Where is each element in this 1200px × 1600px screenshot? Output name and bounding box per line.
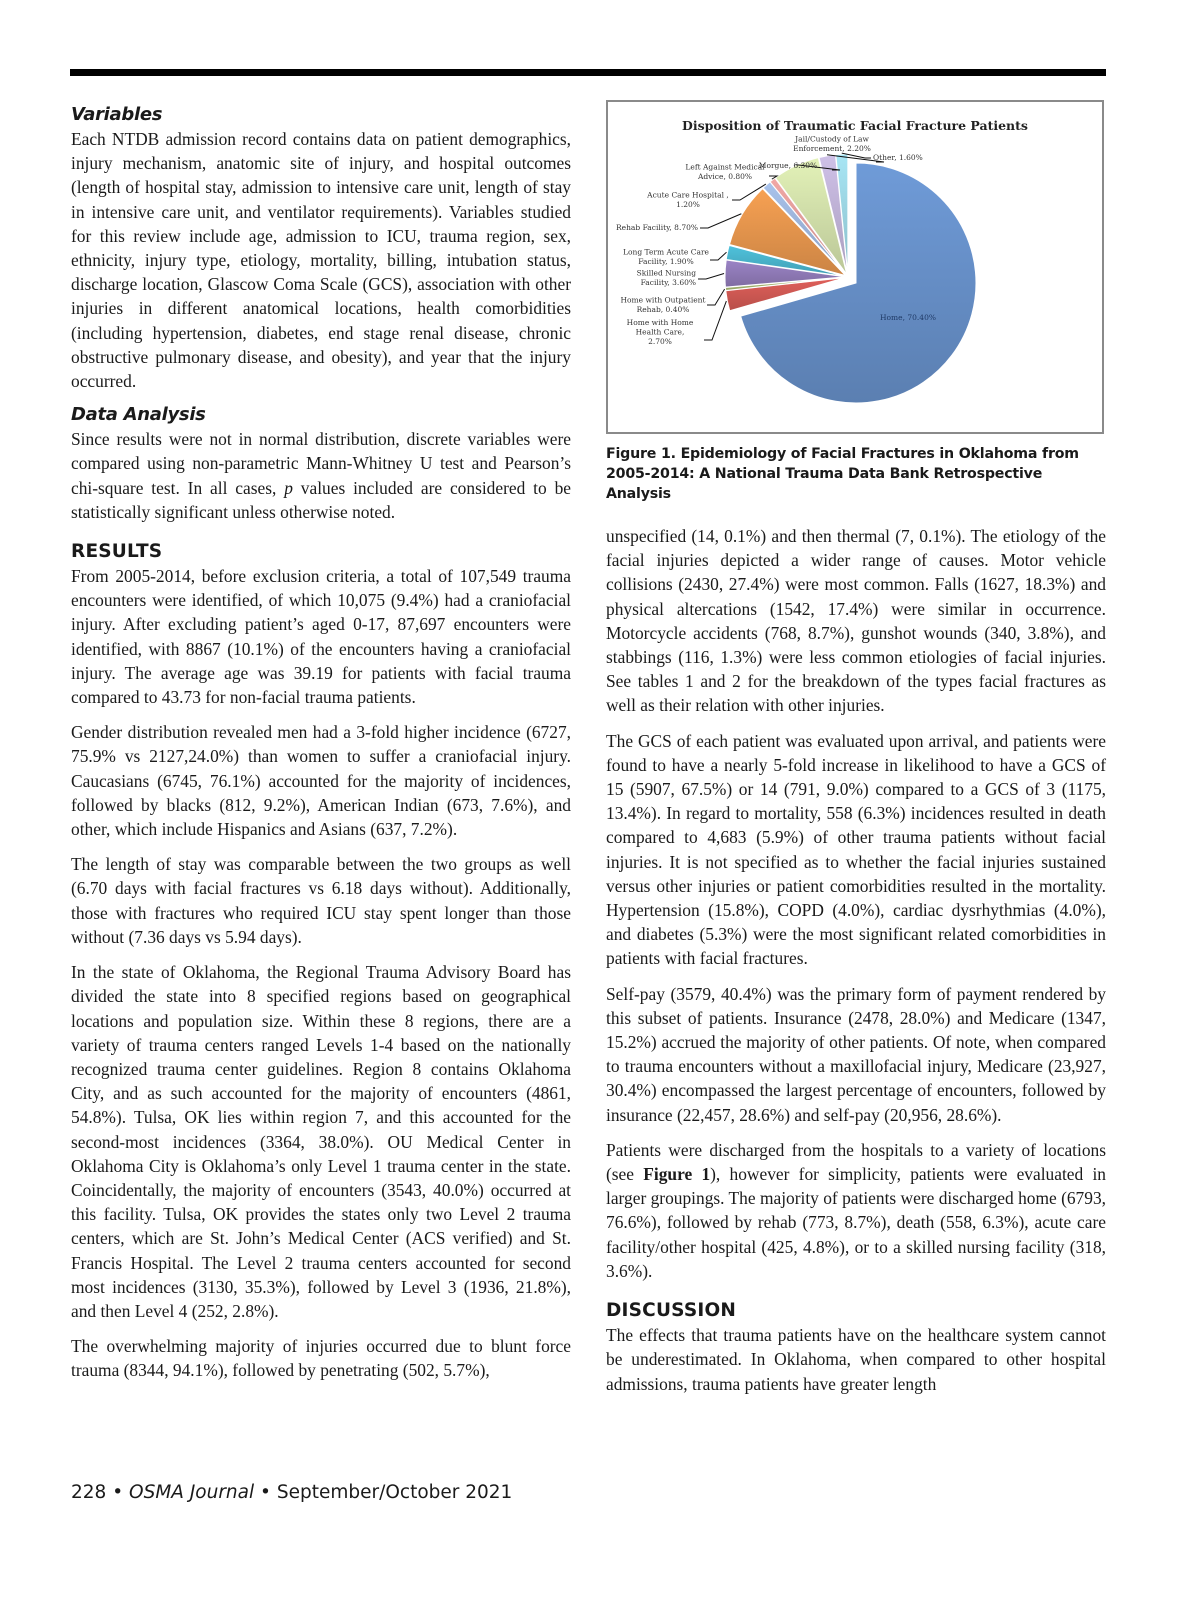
footer-separator: • (260, 1482, 271, 1503)
discussion-paragraph: The effects that trauma patients have on the healthcare system cannot be underestimated. In Oklahoma, when compared to other hospital admissions, trauma patients have greater length (606, 1325, 1106, 1394)
data-label-morgue: Morgue, 6.30% (758, 161, 818, 170)
pie-slices (725, 154, 976, 403)
figure-caption: Figure 1. Epidemiology of Facial Fractures in Oklahoma from 2005-2014: A National Trauma Data Bank Retrospective Analysis (606, 446, 1079, 502)
page-footer (71, 1482, 512, 1503)
results-paragraph: From 2005-2014, before exclusion criteria, a total of 107,549 trauma encounters were identified, of which 10,075 (9.4%) had a craniofacial injury. After excluding patient’s aged 0-17, 87,697 encounters were identified, with 8867 (10.1%) of the encounters having a craniofacial injury. The average age was 39.19 for patients with facial trauma compared to 43.73 for non-facial trauma patients. (71, 566, 571, 708)
results-paragraph-right: unspecified (14, 0.1%) and then thermal (7, 0.1%). The etiology of the facial injuries depicted a wider range of causes. Motor vehicle collisions (2430, 27.4%) were most common. Falls (1627, 18.3%) and physical altercations (1542, 17.4%) were similar in occurrence. Motorcycle accidents (768, 8.7%), gunshot wounds (340, 3.8%), and stabbings (116, 1.3%) were less common etiologies of facial injuries. See tables 1 and 2 for the breakdown of the types facial fractures as well as their relation with other injuries. (606, 526, 1106, 716)
journal-name: OSMA Journal (129, 1482, 255, 1503)
footer-separator: • (112, 1482, 124, 1503)
data-analysis-paragraph (71, 427, 571, 524)
leader-line-long-term-acute-care-facility (710, 252, 727, 260)
page-number: 228 (71, 1482, 107, 1503)
leader-line-skilled-nursing-facility (698, 273, 724, 279)
issue-date: September/October 2021 (276, 1482, 513, 1503)
data-label-jail-custody-of-law-enforcement: Jail/Custody of Law Enforcement, 2.20% (793, 134, 871, 153)
results-paragraph: In the state of Oklahoma, the Regional Trauma Advisory Board has divided the state into 8 specified regions based on geographical locations and population size. Within these 8 regions, there are a variety of trauma centers ranged Levels 1-4 based on the nationally recognized trauma center guidelines. Region 8 contains Oklahoma City, and as such accounted for the majority of encounters (4861, 54.8%). Tulsa, OK lies within region 7, and this accounted for the second-most incidences (3364, 38.0%). OU Medical Center in Oklahoma City is Oklahoma’s only Level 1 trauma center in the state. Coincidentally, the majority of encounters (3543, 40.0%) occurred at this facility. Tulsa, OK provides the states only two Level 2 trauma centers, which are St. John’s Medical Center (ACS verified) and St. Francis Hospital. The Level 2 trauma centers accounted for second most incidences (3130, 35.3%), followed by Level 3 (1936, 21.8%), and then Level 4 (252, 2.8%). (71, 962, 571, 1321)
data-label-home-with-outpatient-rehab: Home with Outpatient Rehab, 0.40% (620, 295, 706, 314)
data-label-acute-care-hospital: Acute Care Hospital , 1.20% (647, 190, 729, 209)
data-label-left-against-medical-advice: Left Against Medical Advice, 0.80% (685, 162, 765, 181)
discharge-text-pre: Patients were discharged from the hospitals to a variety of locations (see (606, 1139, 1106, 1185)
leader-line-rehab-facility (700, 214, 741, 228)
data-label-home: Home, 70.40% (880, 313, 936, 322)
data-label-rehab-facility: Rehab Facility, 8.70% (616, 223, 698, 232)
results-paragraph: Gender distribution revealed men had a 3-fold higher incidence (6727, 75.9% vs 2127,24.0%) than women to suffer a craniofacial injury. Caucasians (6745, 76.1%) accounted for the majority of incidences, followed by blacks (812, 9.2%), American Indian (673, 7.6%), and other, which include Hispanics and Asians (637, 7.2%). (71, 722, 571, 840)
data-label-other: Other, 1.60% (873, 153, 923, 162)
results-paragraph-right: Self-pay (3579, 40.4%) was the primary form of payment rendered by this subset of patients. Insurance (2478, 28.0%) and Medicare (1347, 15.2%) accrued the majority of other patients. Of note, when compared to trauma encounters without a maxillofacial injury, Medicare (23,927, 30.4%) encompassed the largest percentage of encounters, followed by insurance (22,457, 28.6%) and self-pay (20,956, 28.6%). (606, 983, 1106, 1125)
data-analysis-text-post: values included are considered to be statistically significant unless otherwise noted. (71, 477, 571, 522)
figure-1-frame (606, 100, 1104, 434)
data-label-home-with-home-health-care: Home with Home Health Care, 2.70% (626, 318, 694, 346)
discussion-heading: DISCUSSION (606, 1300, 737, 1322)
discharge-paragraph (606, 1138, 1106, 1283)
pie-chart (608, 102, 1102, 432)
discharge-text-post: ), however for simplicity, patients were evaluated in larger groupings. The majority of patients were discharged home (6793, 76.6%), followed by rehab (773, 8.7%), death (558, 6.3%), acute care facility/other hospital (425, 4.8%), or to a skilled nursing facility (318, 3.6%). (606, 1164, 1106, 1281)
figure-reference: Figure 1 (643, 1164, 711, 1185)
results-heading: RESULTS (71, 541, 163, 563)
results-paragraph-right: The GCS of each patient was evaluated upon arrival, and patients were found to have a nearly 5-fold increase in likelihood to have a GCS of 15 (5907, 67.5%) or 14 (791, 9.0%) compared to a GCS of 3 (1175, 13.4%). In regard to mortality, 558 (6.3%) incidences resulted in death compared to 4,683 (5.9%) of other trauma patients without facial injuries. It is not specified as to whether the facial injuries sustained versus other injuries or patient comorbidities resulted in the mortality. Hypertension (15.8%), COPD (4.0%), cardiac dysrhythmias (4.0%), and diabetes (5.3%) were the most significant related comorbidities in patients with facial fractures. (606, 730, 1106, 969)
data-analysis-text-pre: Since results were not in normal distribution, discrete variables were compared using non-parametric Mann-Whitney U test and Pearson’s chi-square test. In all cases, (71, 429, 571, 498)
variables-heading: Variables (71, 104, 163, 125)
p-value-symbol: p (284, 477, 293, 498)
results-paragraph: The length of stay was comparable between the two groups as well (6.70 days with facial fractures vs 6.18 days without). Additionally, those with fractures who required ICU stay spent longer than those without (7.36 days vs 5.94 days). (71, 854, 571, 947)
results-paragraph: The overwhelming majority of injuries occurred due to blunt force trauma (8344, 94.1%), followed by penetrating (502, 5.7%), (71, 1336, 571, 1381)
data-analysis-heading: Data Analysis (71, 404, 206, 426)
chart-title: Disposition of Traumatic Facial Fracture Patients (682, 118, 1028, 133)
right-column (606, 100, 1106, 1407)
data-label-skilled-nursing-facility: Skilled Nursing Facility, 3.60% (636, 268, 696, 287)
leader-line-home-with-outpatient-rehab (707, 289, 725, 305)
top-rule (70, 69, 1106, 76)
leader-line-home-with-home-health-care (704, 301, 726, 340)
left-column (71, 104, 571, 1394)
variables-paragraph: Each NTDB admission record contains data on patient demographics, injury mechanism, anatomic site of injury, and hospital outcomes (length of hospital stay, admission to intensive care unit, length of stay in intensive care unit, and ventilator requirements). Variables studied for this review include age, admission to ICU, trauma region, sex, ethnicity, injury type, etiology, mortality, billing, intubation status, discharge location, Glascow Coma Scale (GCS), association with other injuries in different anatomical locations, health comorbidities (including hypertension, diabetes, end stage renal disease, chronic obstructive pulmonary disease, and obesity), and year that the injury occurred. (71, 129, 571, 392)
data-label-long-term-acute-care-facility: Long Term Acute Care Facility, 1.90% (623, 247, 709, 266)
